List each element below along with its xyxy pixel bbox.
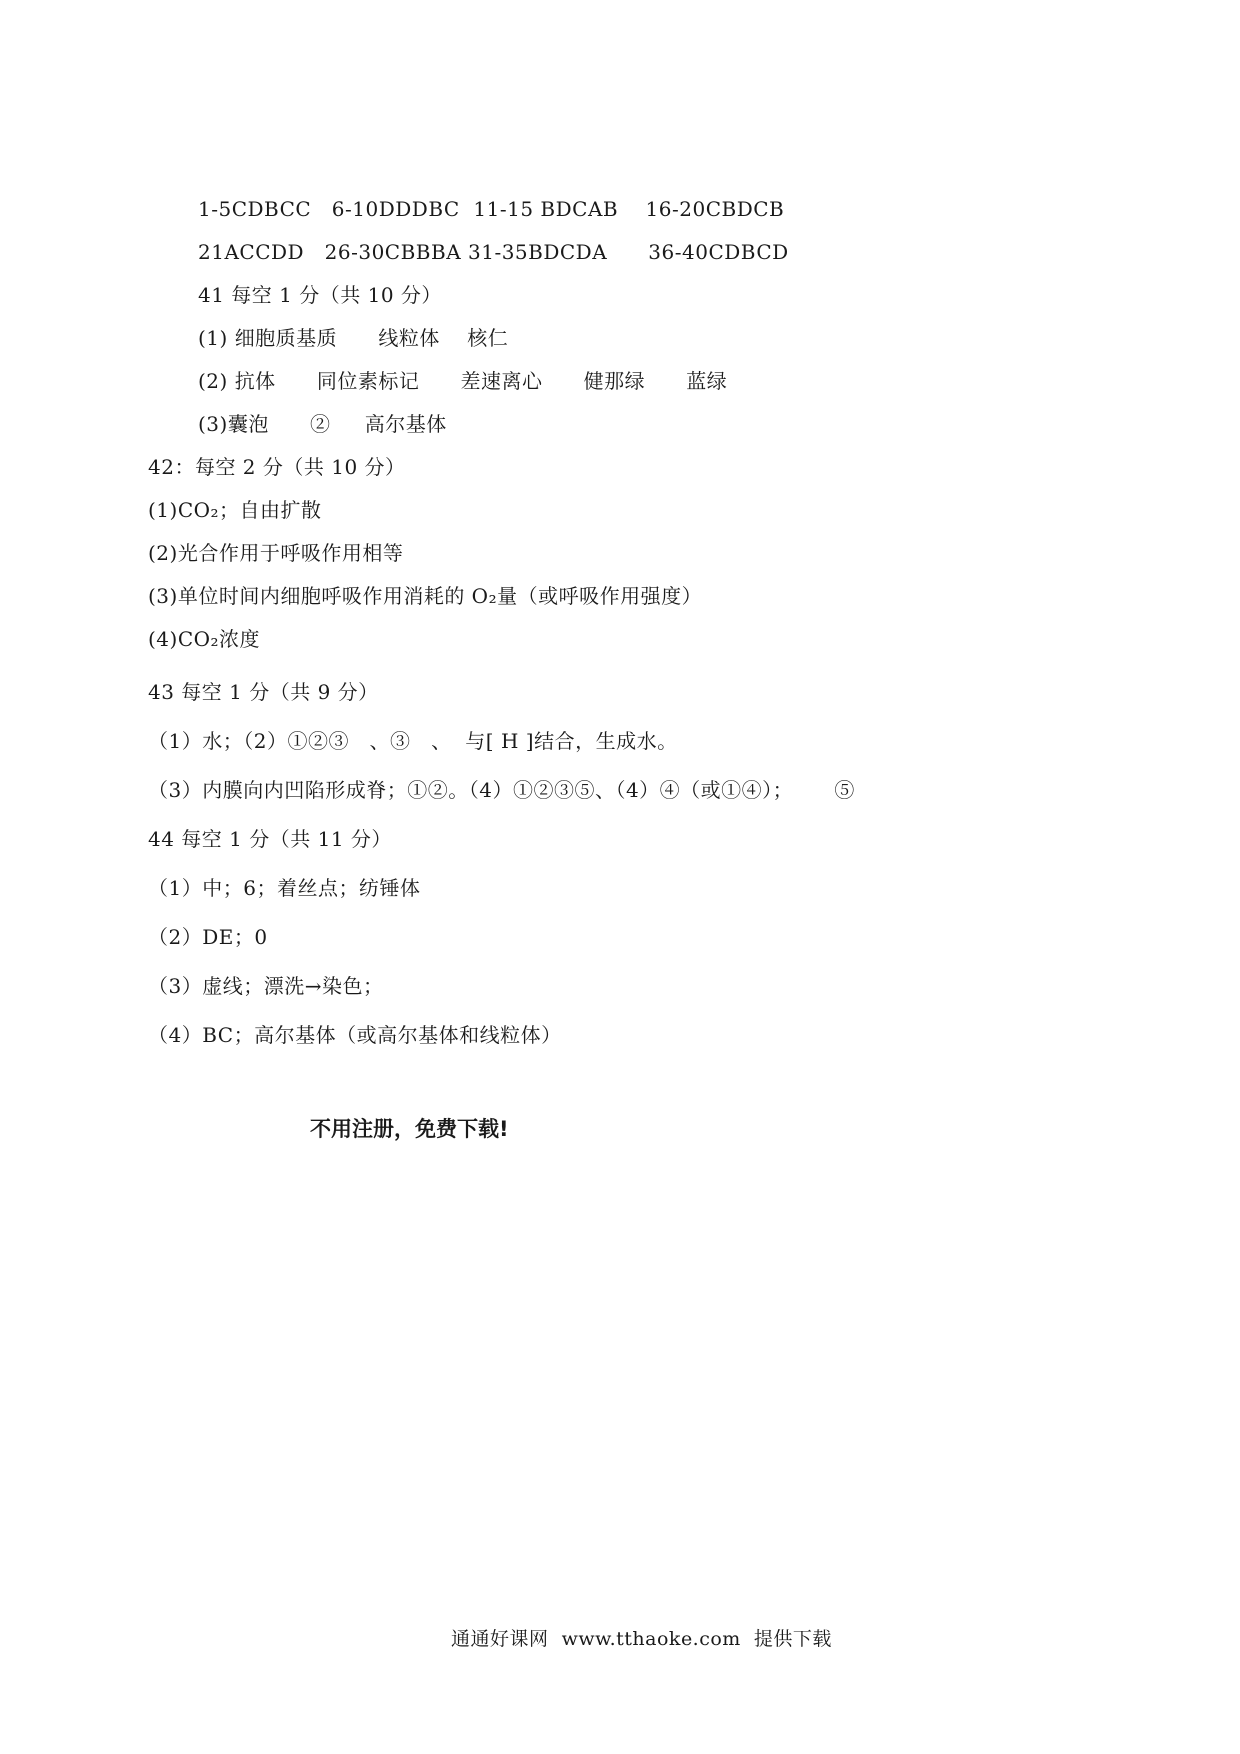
mc-answers-line-1: 1-5CDBCC 6-10DDDBC 11-15 BDCAB 16-20CBDCB xyxy=(198,197,785,221)
page-footer: 通通好课网 www.tthaoke.com 提供下载 xyxy=(451,1628,832,1650)
q44-line-4: （4）BC；高尔基体（或高尔基体和线粒体） xyxy=(148,1023,562,1047)
q43-line-1: （1）水；（2）①②③ 、③ 、 与[ H ]结合，生成水。 xyxy=(148,729,678,753)
q42-line-4: (4)CO₂浓度 xyxy=(148,627,261,651)
q43-line-2: （3）内膜向内凹陷形成脊；①②。（4）①②③⑤、（4）④（或①④）； ⑤ xyxy=(148,778,855,802)
q44-line-3: （3）虚线；漂洗→染色； xyxy=(148,974,384,998)
q41-line-3: (3)囊泡 ② 高尔基体 xyxy=(198,412,447,436)
mc-answers-line-2: 21ACCDD 26-30CBBBA 31-35BDCDA 36-40CDBCD xyxy=(198,240,789,264)
q42-line-1: (1)CO₂；自由扩散 xyxy=(148,498,322,522)
q44-line-2: （2）DE；0 xyxy=(148,925,268,949)
q41-line-1: (1) 细胞质基质 线粒体 核仁 xyxy=(198,326,509,350)
q42-line-2: (2)光合作用于呼吸作用相等 xyxy=(148,541,404,565)
q44-header: 44 每空 1 分（共 11 分） xyxy=(148,827,392,851)
free-download-note: 不用注册，免费下载! xyxy=(310,1117,509,1141)
q42-header: 42：每空 2 分（共 10 分） xyxy=(148,455,406,479)
q44-line-1: （1）中；6；着丝点；纺锤体 xyxy=(148,876,421,900)
q41-header: 41 每空 1 分（共 10 分） xyxy=(198,283,442,307)
q41-line-2: (2) 抗体 同位素标记 差速离心 健那绿 蓝绿 xyxy=(198,369,728,393)
q43-header: 43 每空 1 分（共 9 分） xyxy=(148,680,379,704)
q42-line-3: (3)单位时间内细胞呼吸作用消耗的 O₂量（或呼吸作用强度） xyxy=(148,584,703,608)
